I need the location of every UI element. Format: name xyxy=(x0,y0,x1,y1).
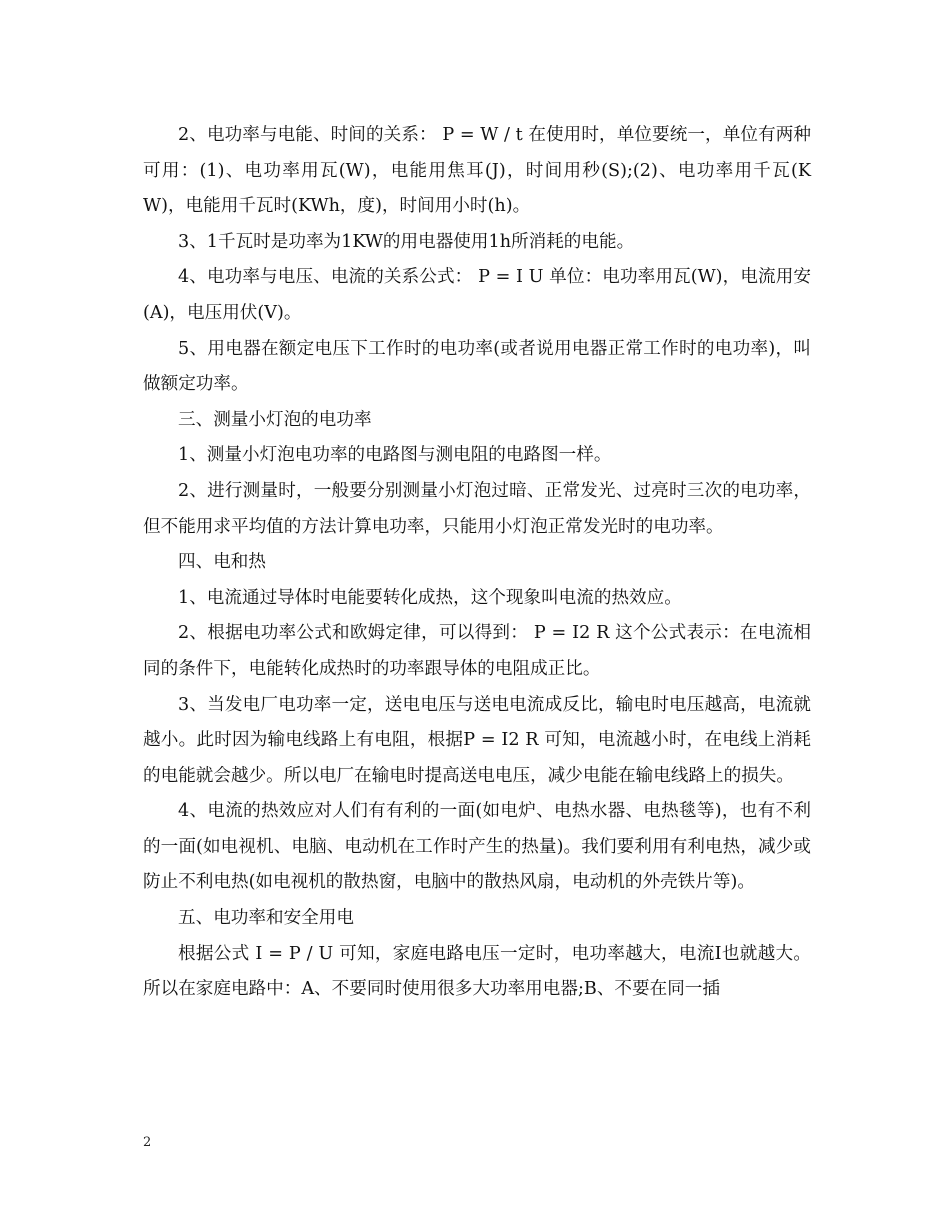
section-heading-measure-bulb-power: 三、测量小灯泡的电功率 xyxy=(178,409,372,430)
paragraph-kilowatt-hour: 3、1千瓦时是功率为1KW的用电器使用1h所消耗的电能。 xyxy=(178,231,635,252)
section-heading-electricity-heat: 四、电和热 xyxy=(178,552,266,573)
page-number: 2 xyxy=(143,1135,152,1150)
document-body xyxy=(143,118,811,1008)
paragraph-measurement-method: 2、进行测量时，一般要分别测量小灯泡过暗、正常发光、过亮时三次的电功率，但不能用求平均值的方法计算电功率，只能用小灯泡正常发光时的电功率。 xyxy=(143,480,811,537)
paragraph-heat-effect: 1、电流通过导体时电能要转化成热，这个现象叫电流的热效应。 xyxy=(178,587,682,608)
paragraph-circuit-diagram: 1、测量小灯泡电功率的电路图与测电阻的电路图一样。 xyxy=(178,445,612,466)
paragraph-rated-power: 5、用电器在额定电压下工作时的电功率(或者说用电器正常工作时的电功率)，叫做额定功率。 xyxy=(143,338,811,395)
section-heading-power-safety: 五、电功率和安全用电 xyxy=(178,908,354,929)
paragraph-power-voltage-current: 4、电功率与电压、电流的关系公式： P = I U 单位：电功率用瓦(W)，电流用安(A)，电压用伏(V)。 xyxy=(143,267,811,323)
paragraph-joule-law: 2、根据电功率公式和欧姆定律，可以得到： P = I2 R 这个公式表示：在电流相同的条件下，电能转化成热时的功率跟导体的电阻成正比。 xyxy=(143,623,811,679)
paragraph-household-circuit: 根据公式 I = P / U 可知，家庭电路电压一定时，电功率越大，电流I也就越大。所以在家庭电路中：A、不要同时使用很多大功率用电器;B、不要在同一插 xyxy=(143,943,811,1000)
paragraph-power-transmission: 3、当发电厂电功率一定，送电电压与送电电流成反比，输电时电压越高，电流就越小。此时因为输电线路上有电阻，根据P = I2 R 可知，电流越小时，在电线上消耗的电能就会越少。所以电厂在输电时提高送电电压，减少电能在输电线路上的损失。 xyxy=(143,694,811,786)
paragraph-power-energy-time: 2、电功率与电能、时间的关系： P = W / t 在使用时，单位要统一，单位有两种可用：(1)、电功率用瓦(W)，电能用焦耳(J)，时间用秒(S);(2)、电功率用千瓦(KW)，电能用千瓦时(KWh，度)，时间用小时(h)。 xyxy=(143,125,811,217)
paragraph-heat-uses: 4、电流的热效应对人们有有利的一面(如电炉、电热水器、电热毯等)，也有不利的一面(如电视机、电脑、电动机在工作时产生的热量)。我们要利用有利电热，减少或防止不利电热(如电视机的散热窗，电脑中的散热风扇，电动机的外壳铁片等)。 xyxy=(143,801,811,893)
